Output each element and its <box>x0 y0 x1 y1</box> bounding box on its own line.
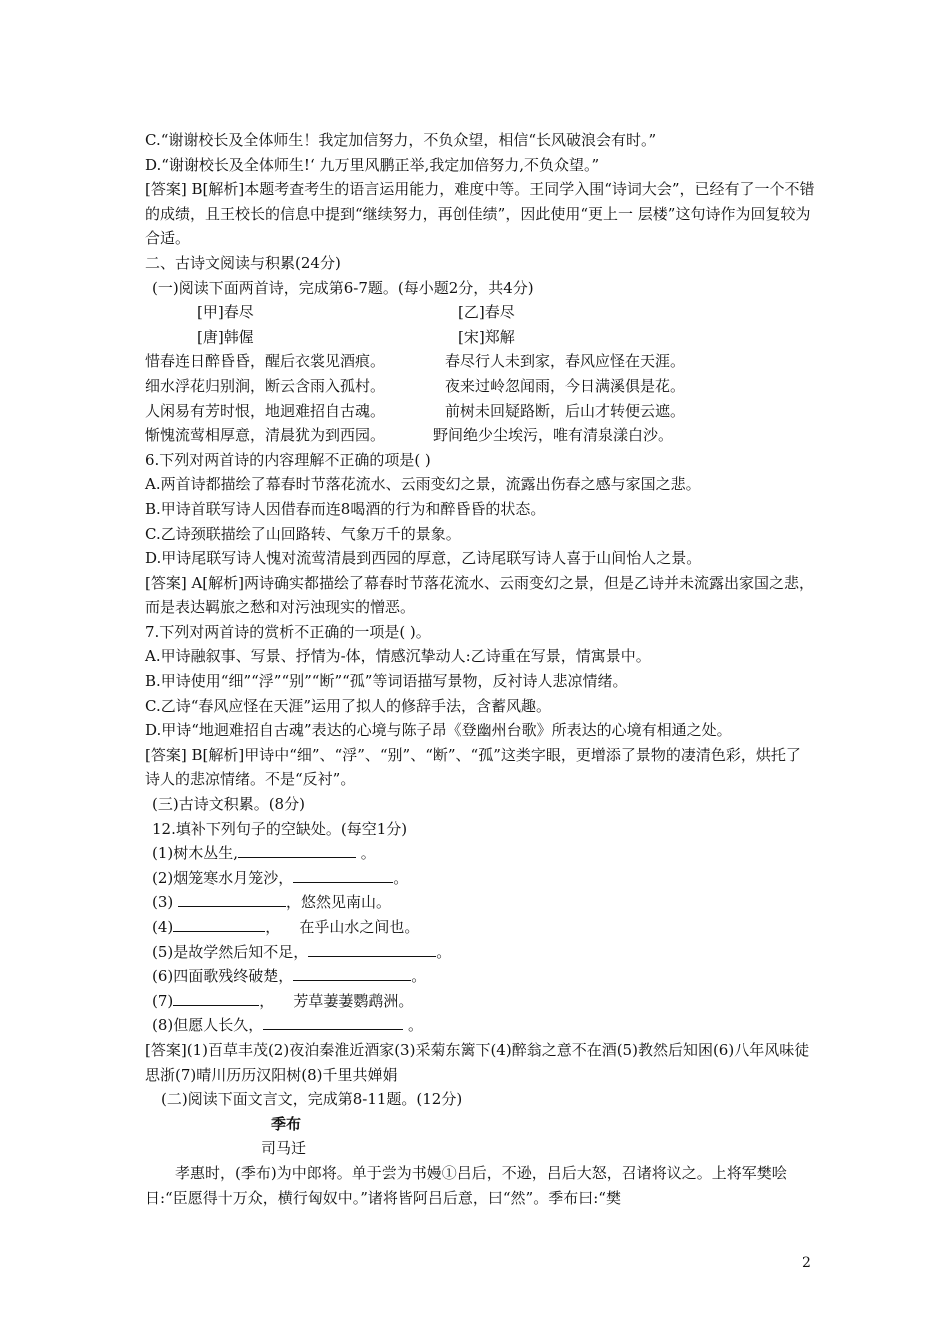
question-6-option-a: A.两首诗都描绘了幕春时节落花流水、云雨变幻之景，流露出伤春之感与家国之悲。 <box>145 475 701 494</box>
fill-item-suffix: 。 <box>393 868 409 887</box>
fill-item-prefix: (2)烟笼寒水月笼沙， <box>152 868 294 887</box>
fill-item <box>145 890 815 915</box>
fill-item <box>145 964 815 989</box>
poem-row <box>145 423 815 448</box>
page-number: 2 <box>802 1255 811 1271</box>
poem-b-line: 野间绝少尘埃污，唯有清泉漾白沙。 <box>433 426 674 445</box>
question-6-answer: [答案] A[解析]两诗确实都描绘了幕春时节落花流水、云雨变幻之景，但是乙诗并未流露出家国之悲，而是表达羁旅之愁和对污浊现实的憎恶。 <box>145 573 815 617</box>
poem-a-author: [唐]韩偓 <box>197 327 254 346</box>
question-6-option-d: D.甲诗尾联写诗人愧对流莺清晨到西园的厚意，乙诗尾联写诗人喜于山间怡人之景。 <box>145 549 702 568</box>
poem-row <box>145 399 815 424</box>
poem-a-title: [甲]春尽 <box>197 303 254 322</box>
fill-item-prefix: (1)树木丛生, <box>152 844 239 863</box>
poem-b-line: 前树未回疑路断，后山才转便云遮。 <box>445 401 686 420</box>
poem-b-author: [宋]郑解 <box>458 327 515 346</box>
part-one-heading: (一)阅读下面两首诗，完成第6-7题。(每小题2分，共4分) <box>152 278 534 297</box>
question-7-answer: [答案] B[解析]甲诗中“细”、“浮”、“别”、“断”、“孤”这类字眼，更增添了景物的凄清色彩，烘托了诗人的悲凉情绪。不是“反衬”。 <box>145 745 801 789</box>
fill-item-suffix: ， 在乎山水之间也。 <box>265 918 420 936</box>
fill-item <box>145 1013 815 1038</box>
part-two-heading: (二)阅读下面文言文，完成第8-11题。(12分) <box>161 1090 463 1109</box>
answer-blank[interactable] <box>173 989 259 1006</box>
question-7-option-a: A.甲诗融叙事、写景、抒情为-体，情感沉挚动人:乙诗重在写景，情寓景中。 <box>145 647 651 666</box>
fill-item-prefix: (7) <box>152 991 174 1010</box>
essay-title: 季布 <box>271 1114 302 1133</box>
fill-item-prefix: (3) <box>152 893 179 912</box>
poem-row <box>145 374 815 399</box>
poem-titles-row <box>145 300 815 325</box>
fill-item-suffix: 。 <box>356 844 376 863</box>
poem-authors-row <box>145 325 815 350</box>
fill-item-suffix: 。 <box>403 1016 424 1035</box>
poem-row <box>145 349 815 374</box>
answer-blank[interactable] <box>173 915 265 932</box>
question-6-option-c: C.乙诗颈联描绘了山回路转、气象万千的景象。 <box>145 524 461 543</box>
fill-item-prefix: (6)四面歌残终破楚， <box>152 967 294 986</box>
part-three-heading: (三)古诗文积累。(8分) <box>152 795 305 814</box>
fill-item <box>145 940 815 965</box>
fill-item-prefix: (4) <box>152 918 174 936</box>
answer-blank[interactable] <box>238 841 356 858</box>
fill-item-suffix: 。 <box>436 942 452 961</box>
fill-item-prefix: (8)但愿人长久， <box>152 1016 264 1035</box>
question-7-option-c: C.乙诗“春风应怪在天涯”运用了拟人的修辞手法，含蓄风趣。 <box>145 696 552 715</box>
question-7-option-b: B.甲诗使用“细”“浮”“别”“断”“孤”等词语描写景物，反衬诗人悲凉情绪。 <box>145 672 628 691</box>
fill-item <box>145 989 815 1014</box>
fill-item-suffix: 。 <box>411 967 427 986</box>
fill-item-suffix: ，悠然见南山。 <box>286 893 392 912</box>
poem-a-line: 惭愧流莺相厚意，清晨犹为到西园。 <box>145 426 386 445</box>
option-d-line: D.“谢谢校长及全体师生!‘ 九万里风鹏正举,我定加倍努力,不负众望。” <box>145 155 600 174</box>
fill-item-suffix: ， 芳草萋萋鹦鹉洲。 <box>259 991 414 1010</box>
answer-blank[interactable] <box>308 940 436 957</box>
poem-a-line: 细水浮花归别涧，断云含雨入孤村。 <box>145 376 386 395</box>
answer-blank[interactable] <box>293 964 411 981</box>
answer-blank[interactable] <box>178 890 286 907</box>
option-c-line: C.“谢谢校长及全体师生！我定加信努力，不负众望，相信“长风破浪会有时。” <box>145 131 657 149</box>
fill-item-prefix: (5)是故学然后知不足， <box>152 942 309 961</box>
answer-q5: [答案] B[解析]本题考查考生的语言运用能力，难度中等。王同学入围“诗词大会”，已经有了一个不错的成绩，且王校长的信息中提到“继续努力，再创佳绩”，因此使用“更上一 层楼”这句诗作为回复较为合适。 <box>145 180 815 248</box>
poem-b-title: [乙]春尽 <box>458 303 515 322</box>
question-12-answer: [答案](1)百草丰茂(2)夜泊秦淮近酒家(3)采菊东篱下(4)醉翁之意不在酒(5)教然后知困(6)八年风味徒思浙(7)晴川历历汉阳树(8)千里共婵娟 <box>145 1040 810 1084</box>
page-content <box>145 128 815 1210</box>
answer-blank[interactable] <box>263 1013 403 1030</box>
fill-item <box>145 841 815 866</box>
question-6-option-b: B.甲诗首联写诗人因借春而连8喝酒的行为和醉昏昏的状态。 <box>145 499 546 518</box>
question-7-option-d: D.甲诗“地迥难招自古魂”表达的心境与陈子昂《登幽州台歌》所表达的心境有相通之处。 <box>145 721 732 740</box>
answer-blank[interactable] <box>293 866 393 883</box>
question-6-stem: 6.下列对两首诗的内容理解不正确的项是( ) <box>145 450 431 469</box>
essay-text: 孝惠时，(季布)为中郎将。单于尝为书嫚①吕后，不逊，吕后大怒，召诸将议之。上将军樊哙日:“臣愿得十万众，横行匈奴中。”诸将皆阿吕后意，曰“然”。季布曰:“樊 <box>145 1163 787 1207</box>
poem-b-line: 夜来过岭忽闻雨，今日满溪俱是花。 <box>445 376 686 395</box>
fill-item <box>145 866 815 891</box>
question-7-stem: 7.下列对两首诗的赏析不正确的一项是( )。 <box>145 622 431 641</box>
fill-item <box>145 915 815 940</box>
essay-author: 司马迁 <box>261 1139 307 1158</box>
question-12-stem: 12.填补下列句子的空缺处。(每空1分) <box>152 819 408 838</box>
section-two-heading: 二、古诗文阅读与积累(24分) <box>145 253 341 272</box>
poem-a-line: 人闲易有芳时恨，地迥难招自古魂。 <box>145 401 386 420</box>
poem-b-line: 春尽行人未到家，春风应怪在天涯。 <box>445 352 686 371</box>
poem-a-line: 惜春连日醉昏昏，醒后衣裳见酒痕。 <box>145 352 386 371</box>
